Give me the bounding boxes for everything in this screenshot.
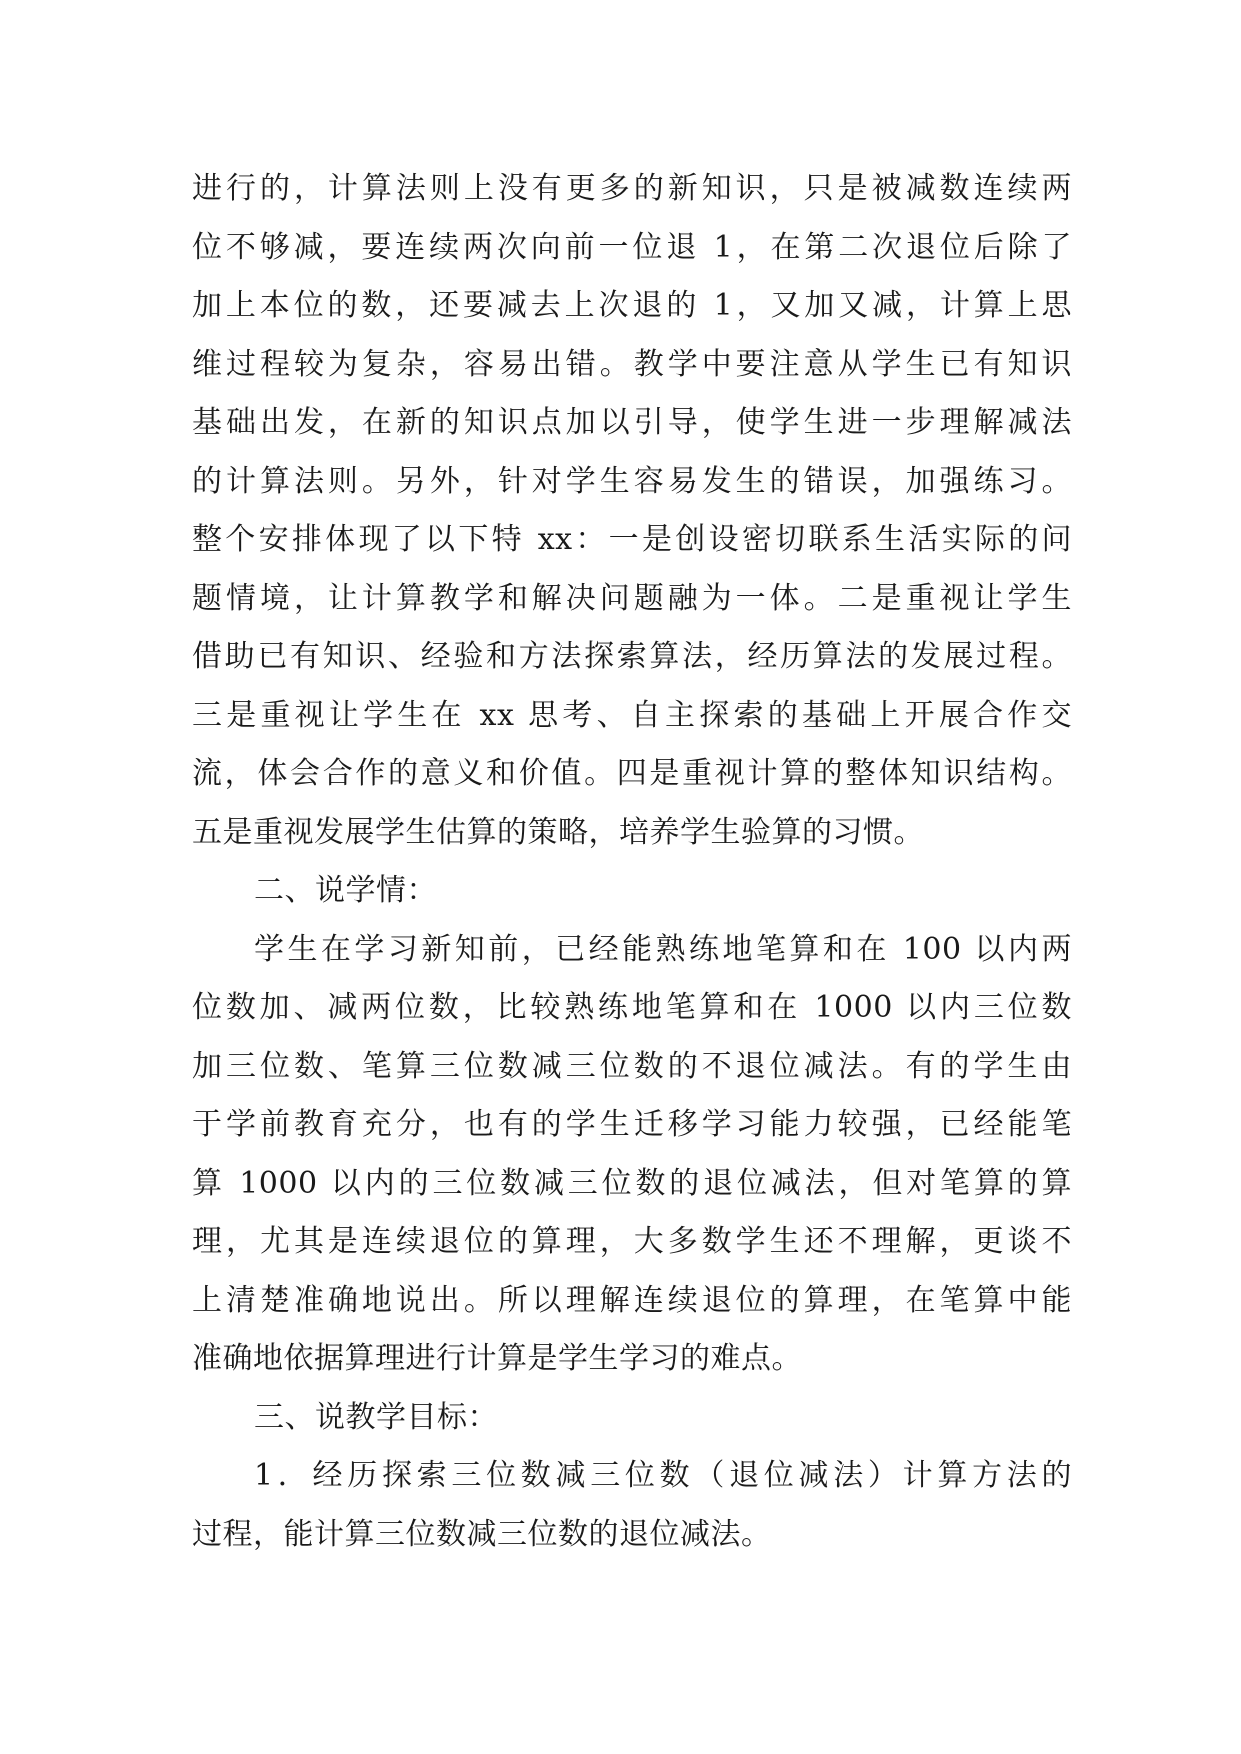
text-line: 位数加、减两位数，比较熟练地笔算和在 1000 以内三位数 [192,990,1072,1025]
text-line: 于学前教育充分，也有的学生迁移学习能力较强，已经能笔 [192,1107,1072,1142]
text-line: 维过程较为复杂，容易出错。教学中要注意从学生已有知识 [192,346,1072,382]
text-line: 1．经历探索三位数减三位数（退位减法）计算方法的 [254,1458,1072,1493]
text-line: 五是重视发展学生估算的策略，培养学生验算的习惯。 [192,814,924,850]
text-line: 加上本位的数，还要减去上次退的 1，又加又减，计算上思 [192,288,1072,323]
text-line: 三、说教学目标： [254,1399,498,1435]
text-line: 进行的，计算法则上没有更多的新知识，只是被减数连续两 [192,171,1072,206]
text-line: 的计算法则。另外，针对学生容易发生的错误，加强练习。 [192,463,1072,499]
text-line: 理，尤其是连续退位的算理，大多数学生还不理解，更谈不 [192,1224,1072,1259]
text-line: 二、说学情： [254,873,437,908]
text-line: 借助已有知识、经验和方法探索算法，经历算法的发展过程。 [192,639,1072,674]
document-body [192,160,1072,1564]
text-line: 加三位数、笔算三位数减三位数的不退位减法。有的学生由 [192,1048,1072,1084]
text-line: 学生在学习新知前，已经能熟练地笔算和在 100 以内两 [254,931,1072,967]
text-line: 流，体会合作的意义和价值。四是重视计算的整体知识结构。 [192,756,1072,791]
text-line: 整个安排体现了以下特 xx：一是创设密切联系生活实际的问 [192,522,1072,557]
text-line: 三是重视让学生在 xx 思考、自主探索的基础上开展合作交 [192,697,1072,733]
text-line: 位不够减，要连续两次向前一位退 1，在第二次退位后除了 [192,229,1072,265]
text-line: 上清楚准确地说出。所以理解连续退位的算理，在笔算中能 [192,1282,1072,1318]
text-line: 题情境，让计算教学和解决问题融为一体。二是重视让学生 [192,580,1072,616]
text-line: 算 1000 以内的三位数减三位数的退位减法，但对笔算的算 [192,1165,1072,1201]
text-line: 过程，能计算三位数减三位数的退位减法。 [192,1516,772,1552]
text-line: 基础出发，在新的知识点加以引导，使学生进一步理解减法 [192,405,1072,440]
text-line: 准确地依据算理进行计算是学生学习的难点。 [192,1341,802,1376]
